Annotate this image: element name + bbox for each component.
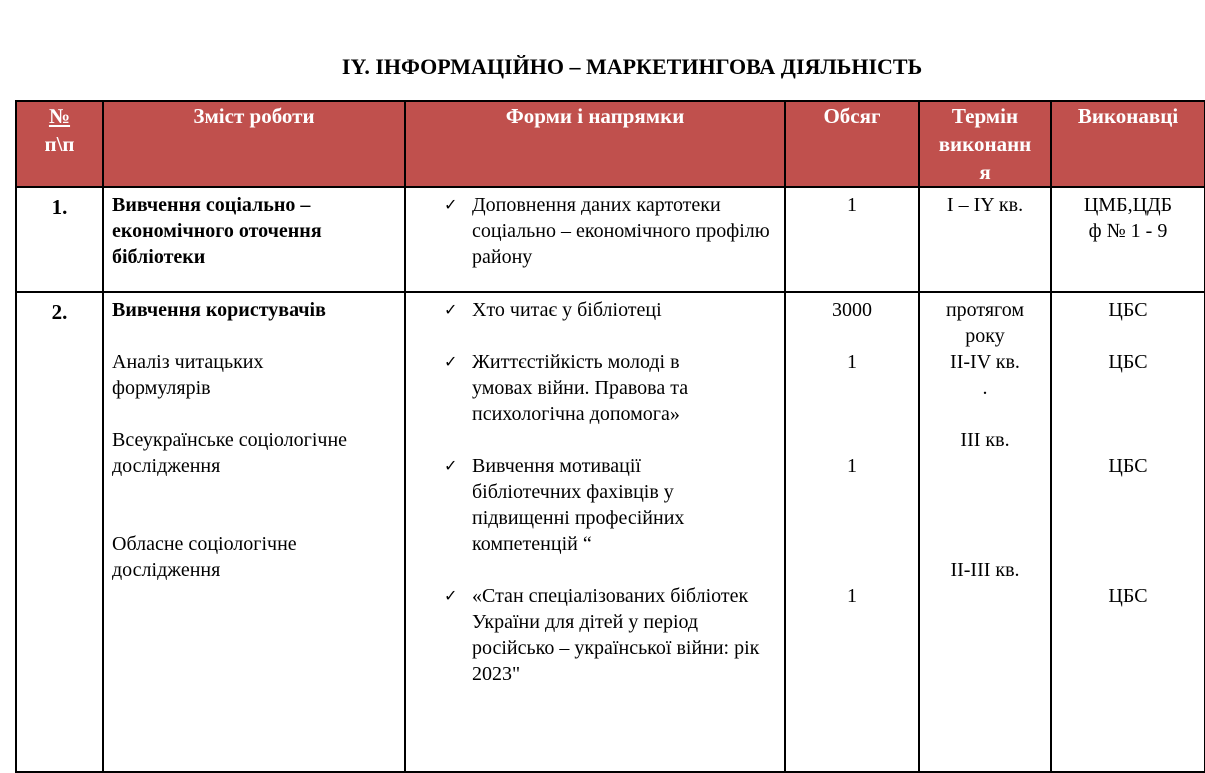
header-forms: Форми і напрямки xyxy=(405,101,785,187)
executor-value: ЦБС xyxy=(1108,585,1148,607)
form-item xyxy=(444,453,742,557)
check-icon: ✓ xyxy=(444,195,458,214)
header-num xyxy=(16,101,103,187)
volume-value: 1 xyxy=(847,194,857,216)
row-number: 2. xyxy=(16,292,103,772)
row-forms xyxy=(405,187,785,292)
form-text: Вивчення мотивації бібліотечних фахівців у підвищенні професійних компетенцій “ xyxy=(472,455,685,555)
row-term xyxy=(919,187,1051,292)
header-content: Зміст роботи xyxy=(103,101,405,187)
table-header-row xyxy=(16,101,1205,187)
header-num-abbr: п\п xyxy=(44,132,75,156)
table-row xyxy=(16,292,1205,772)
header-term-line3: я xyxy=(979,160,991,184)
row-volume xyxy=(785,187,919,292)
content-item: Обласне соціологічне дослідження xyxy=(112,533,297,581)
row-content xyxy=(103,187,405,292)
content-item: Всеукраїнське соціологічне дослідження xyxy=(112,429,348,477)
term-value: . xyxy=(982,377,988,399)
form-item xyxy=(444,192,772,270)
form-item xyxy=(444,583,772,687)
content-title: Вивчення соціально – економічного оточення бібліотеки xyxy=(112,194,322,268)
row-executors xyxy=(1051,292,1205,772)
executor-value: ЦМБ,ЦДБ xyxy=(1083,194,1173,216)
executor-value: ЦБС xyxy=(1108,455,1148,477)
volume-value: 3000 xyxy=(832,299,872,321)
header-num-symbol: № xyxy=(48,104,71,128)
term-value: II-IV кв. xyxy=(950,351,1020,373)
header-volume: Обсяг xyxy=(785,101,919,187)
content-title: Вивчення користувачів xyxy=(112,299,326,321)
form-text: «Стан спеціалізованих бібліотек України для дітей у період російсько – української війни: рік 2023" xyxy=(472,585,760,685)
header-executors: Виконавці xyxy=(1051,101,1205,187)
row-content xyxy=(103,292,405,772)
content-item: Аналіз читацьких формулярів xyxy=(112,351,264,399)
form-text: Доповнення даних картотеки соціально – економічного профілю району xyxy=(472,194,770,268)
check-icon: ✓ xyxy=(444,352,458,371)
volume-value: 1 xyxy=(847,351,857,373)
form-item xyxy=(444,297,772,323)
check-icon: ✓ xyxy=(444,586,458,605)
volume-value: 1 xyxy=(847,455,857,477)
row-number: 1. xyxy=(16,187,103,292)
executor-form: ф № 1 - 9 xyxy=(1088,220,1168,242)
section-title: IY. ІНФОРМАЦІЙНО – МАРКЕТИНГОВА ДІЯЛЬНІСТЬ xyxy=(341,54,923,79)
check-icon: ✓ xyxy=(444,300,458,319)
row-volume xyxy=(785,292,919,772)
form-text: Хто читає у бібліотеці xyxy=(472,299,662,321)
row-term xyxy=(919,292,1051,772)
row-executors xyxy=(1051,187,1205,292)
term-value: II-III кв. xyxy=(950,559,1020,581)
row-forms xyxy=(405,292,785,772)
table-row xyxy=(16,187,1205,292)
executor-value: ЦБС xyxy=(1108,299,1148,321)
executor-value: ЦБС xyxy=(1108,351,1148,373)
check-icon: ✓ xyxy=(444,456,458,475)
term-value: III кв. xyxy=(960,429,1010,451)
header-term xyxy=(919,101,1051,187)
term-value: I – IY кв. xyxy=(946,194,1024,216)
volume-value: 1 xyxy=(847,585,857,607)
form-text: Життєстійкість молоді в умовах війни. Правова та психологічна допомога» xyxy=(472,351,689,425)
term-value: протягом року xyxy=(945,299,1025,347)
header-term-line1: Термін xyxy=(951,104,1019,128)
form-item xyxy=(444,349,742,427)
header-term-line2: виконанн xyxy=(938,132,1032,156)
plan-table xyxy=(15,100,1205,773)
